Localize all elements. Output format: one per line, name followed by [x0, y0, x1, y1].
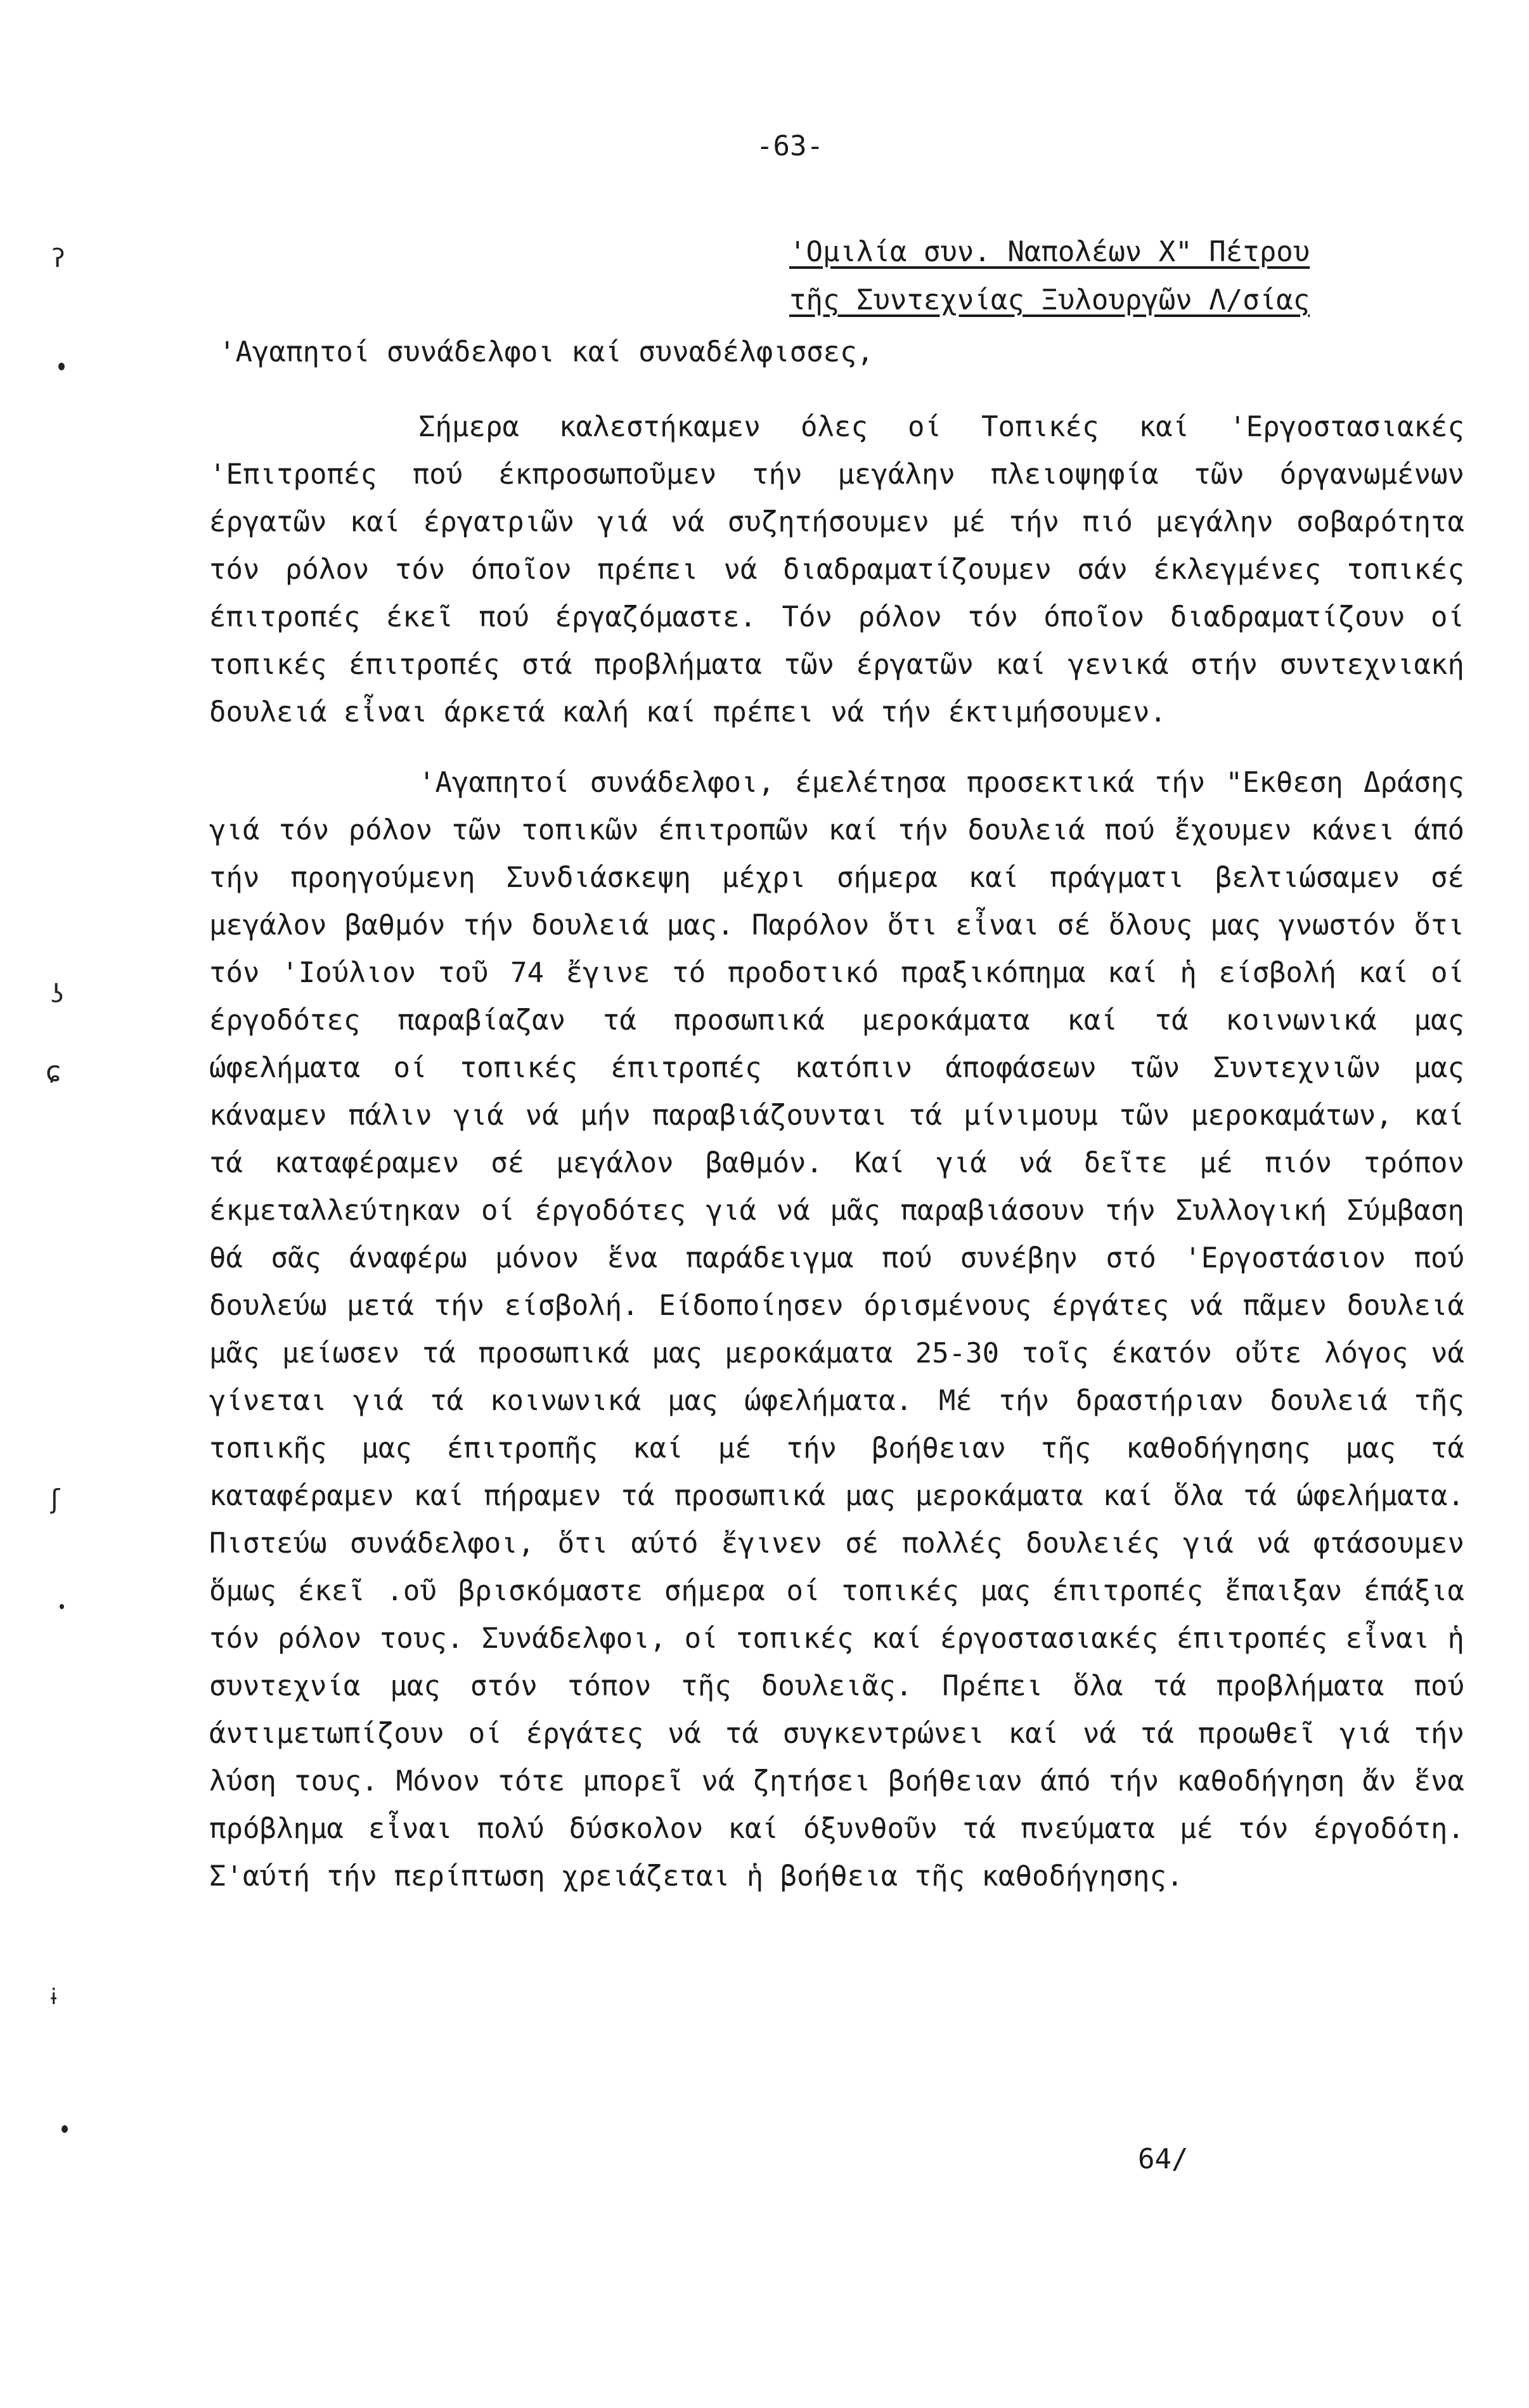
next-page-reference: 64/: [1138, 2143, 1189, 2175]
margin-mark: ʃ: [51, 1484, 60, 1515]
heading-line-1: 'Ομιλία συν. Ναπολέων Χ" Πέτρου: [789, 236, 1310, 268]
margin-mark: ʖ: [51, 980, 64, 1009]
page-number: -63-: [756, 130, 823, 162]
margin-dot: [58, 363, 65, 370]
paragraph-1: Σήμερα καλεστήκαμεν όλες οί Τοπικές καί 'Εργοστασιακές 'Επιτροπές πού έκπροσωποῦμεν τήν μεγάλην πλειοψηφία τῶν όργανωμένων έργατῶν καί έργατριῶν γιά νά συζητήσουμεν μέ τήν πιό μεγάλην σοβαρότητα τόν ρόλον τόν όποῖον πρέπει νά διαδραματίζουμεν σάν έκλεγμένες τοπικές έπιτροπές έκεῖ πού έργαζόμαστε. Τόν ρόλον τόν όποῖον διαδραματίζουν οί τοπικές έπιτροπές στά προβλήματα τῶν έργατῶν καί γενικά στήν συντεχνιακή δουλειά εἶναι άρκετά καλή καί πρέπει νά τήν έκτιμήσουμεν.: [209, 411, 1464, 728]
speech-heading: [789, 228, 1310, 325]
heading-line-2: τῆς Συντεχνίας Ξυλουργῶν Λ/σίας: [789, 284, 1310, 316]
margin-mark: ɕ: [46, 1056, 61, 1088]
margin-dot: [61, 2125, 68, 2133]
paragraph-2: 'Αγαπητοί συνάδελφοι, έμελέτησα προσεκτικά τήν "Εκθεση Δράσης γιά τόν ρόλον τῶν τοπικῶν έπιτροπῶν καί τήν δουλειά πού ἔχουμεν κάνει άπό τήν προηγούμενη Συνδιάσκεψη μέχρι σήμερα καί πράγματι βελτιώσαμεν σέ μεγάλον βαθμόν τήν δουλειά μας. Παρόλον ὅτι εἶναι σέ ὅλους μας γνωστόν ὅτι τόν 'Ιούλιον τοῦ 74 ἔγινε τό προδοτικό πραξικόπημα καί ἡ είσβολή καί οί έργοδότες παραβίαζαν τά προσωπικά μεροκάματα καί τά κοινωνικά μας ώφελήματα οί τοπικές έπιτροπές κατόπιν άποφάσεων τῶν Συντεχνιῶν μας κάναμεν πάλιν γιά νά μήν παραβιάζουνται τά μίνιμουμ τῶν μεροκαμάτων, καί τά καταφέραμεν σέ μεγάλον βαθμόν. Καί γιά νά δεῖτε μέ πιόν τρόπον έκμεταλλεύτηκαν οί έργοδότες γιά νά μᾶς παραβιάσουν τήν Συλλογική Σύμβαση θά σᾶς άναφέρω μόνον ἕνα παράδειγμα πού συνέβην στό 'Εργοστάσιον πού δουλεύω μετά τήν είσβολή. Είδοποίησεν όρισμένους έργάτες νά πᾶμεν δουλειά μᾶς μείωσεν τά προσωπικά μας μεροκάματα 25-30 τοῖς έκατόν οὔτε λόγος νά γίνεται γιά τά κοινωνικά μας ώφελήματα. Μέ τήν δραστήριαν δουλειά τῆς τοπικῆς μας έπιτροπῆς καί μέ τήν βοήθειαν τῆς καθοδήγησης μας τά καταφέραμεν καί πήραμεν τά προσωπικά μας μεροκάματα καί ὅλα τά ώφελήματα. Πιστεύω συνάδελφοι, ὅτι αύτό ἔγινεν σέ πολλές δουλειές γιά νά φτάσουμεν ὅμως έκεῖ .οῦ βρισκόμαστε σήμερα οί τοπικές μας έπιτροπές ἔπαιξαν έπάξια τόν ρόλον τους. Συνάδελφοι, οί τοπικές καί έργοστασιακές έπιτροπές εἶναι ἡ συντεχνία μας στόν τόπον τῆς δουλειᾶς. Πρέπει ὅλα τά προβλήματα πού άντιμετωπίζουν οί έργάτες νά τά συγκεντρώνει καί νά τά προωθεῖ γιά τήν λύση τους. Μόνον τότε μπορεῖ νά ζητήσει βοήθειαν άπό τήν καθοδήγηση ἄν ἕνα πρόβλημα εἶναι πολύ δύσκολον καί όξυνθοῦν τά πνεύματα μέ τόν έργοδότη. Σ'αύτή τήν περίπτωση χρειάζεται ἡ βοήθεια τῆς καθοδήγησης.: [209, 767, 1464, 1893]
salutation: 'Αγαπητοί συνάδελφοι καί συναδέλφισσες,: [219, 336, 874, 368]
margin-mark: ɨ: [51, 1984, 57, 2010]
body-text: [209, 403, 1464, 1923]
margin-dot: [60, 1604, 64, 1609]
margin-mark: ʔ: [52, 244, 65, 273]
